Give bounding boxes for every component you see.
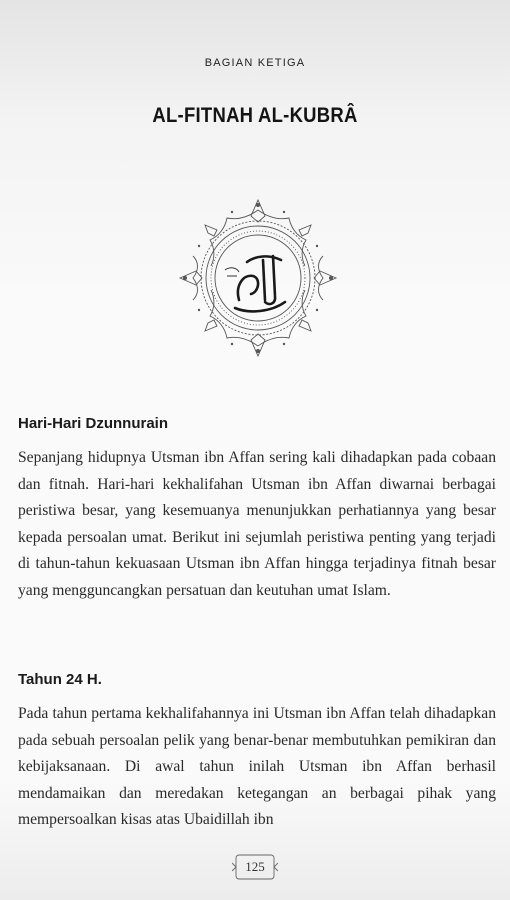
section-heading: Tahun 24 H. [18,671,102,688]
part-label: BAGIAN KETIGA [204,57,306,69]
arabic-calligraphy-medallion-icon [177,196,339,360]
paragraph: Pada tahun pertama kekhalifahannya ini Utsman ibn Affan telah dihadapkan pada sebuah persoalan pelik yang benar-benar membutuhkan pemikiran dan kebijaksanaan. Di awal tahun inilah Utsman ibn Affan berhasil mendamaikan dan meredakan ketegangan an berbagai pihak yang mempersoalkan kisas atas Ubaidillah ibn [18,705,496,828]
chapter-title: AL-FITNAH AL-KUBRÂ [152,104,358,127]
page-number-text: 125 [245,859,265,874]
page-number [232,853,278,881]
section-heading: Hari-Hari Dzunnurain [18,415,169,432]
paragraph: Sepanjang hidupnya Utsman ibn Affan sering kali dihadapkan pada cobaan dan fitnah. Hari-hari kekhalifahan Utsman ibn Affan diwarnai berbagai peristiwa besar, yang kesemuanya menunjukkan perhatiannya yang besar kepada persoalan umat. Berikut ini sejumlah peristiwa penting yang terjadi di tahun-tahun kekuasaan Utsman ibn Affan hingga terjadinya fitnah besar yang mengguncangkan persatuan dan keutuhan umat Islam. [18,449,496,599]
